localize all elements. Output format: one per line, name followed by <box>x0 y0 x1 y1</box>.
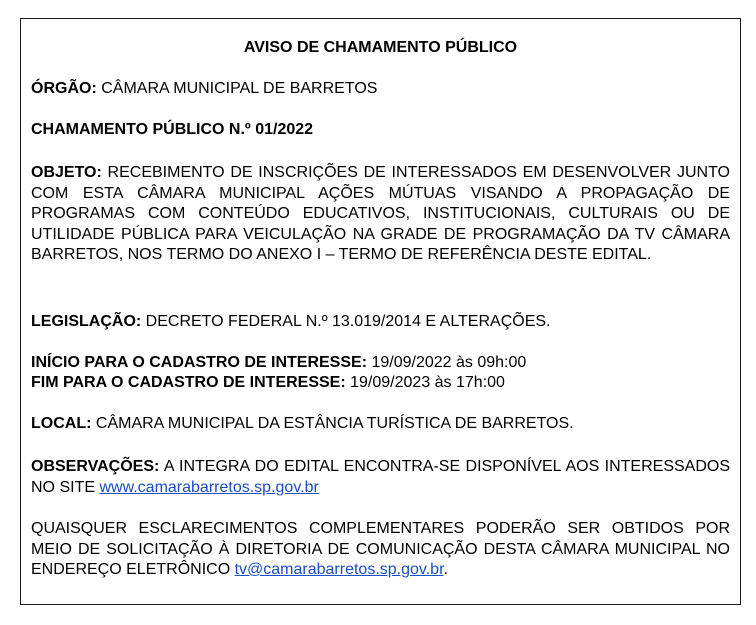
inicio-value: 19/09/2022 às 09h:00 <box>367 354 527 371</box>
local-line <box>31 414 730 435</box>
objeto-label: OBJETO: <box>31 164 102 181</box>
orgao-value: CÂMARA MUNICIPAL DE BARRETOS <box>96 80 378 97</box>
inicio-line <box>31 353 730 374</box>
legislacao-line <box>31 312 730 333</box>
objeto-value: RECEBIMENTO DE INSCRIÇÕES DE INTERESSADOS EM DESENVOLVER JUNTO COM ESTA CÂMARA MUNICIPAL AÇÕES MÚTUAS VISANDO A PROPAGAÇÃO DE PROGRAMAS COM CONTEÚDO EDUCATIVOS, INSTITUCIONAIS, CULTURAIS OU DE UTILIDADE PÚBLICA PARA VEICULAÇÃO NA GRADE DE PROGRAMAÇÃO DA TV CÂMARA BARRETOS, NOS TERMO DO ANEXO I – TERMO DE REFERÊNCIA DESTE EDITAL. <box>31 164 730 263</box>
objeto-paragraph <box>31 163 730 266</box>
notice-title: AVISO DE CHAMAMENTO PÚBLICO <box>243 39 518 56</box>
observacoes-paragraph <box>31 457 730 498</box>
local-label: LOCAL: <box>31 415 92 432</box>
fim-label: FIM PARA O CADASTRO DE INTERESSE: <box>31 374 346 391</box>
inicio-label: INÍCIO PARA O CADASTRO DE INTERESSE: <box>31 354 368 371</box>
legislacao-label: LEGISLAÇÃO: <box>31 313 142 330</box>
chamamento-label: CHAMAMENTO PÚBLICO N.º 01/2022 <box>31 121 314 138</box>
site-link[interactable]: www.camarabarretos.sp.gov.br <box>99 478 319 496</box>
orgao-line <box>31 79 730 100</box>
notice-box <box>20 18 741 605</box>
orgao-label: ÓRGÃO: <box>31 80 97 97</box>
email-link[interactable]: tv@camarabarretos.sp.gov.br <box>234 561 444 578</box>
fim-value: 19/09/2023 às 17h:00 <box>345 374 505 391</box>
local-value: CÂMARA MUNICIPAL DA ESTÂNCIA TURÍSTICA DE BARRETOS. <box>91 415 574 432</box>
observacoes-label: OBSERVAÇÕES: <box>31 458 160 475</box>
esclarecimentos-end: . <box>443 561 448 578</box>
fim-line <box>31 373 730 394</box>
legislacao-value: DECRETO FEDERAL N.º 13.019/2014 E ALTERAÇÕES. <box>141 313 551 330</box>
esclarecimentos-text: QUAISQUER ESCLARECIMENTOS COMPLEMENTARES PODERÃO SER OBTIDOS POR MEIO DE SOLICITAÇÃO À DIRETORIA DE COMUNICAÇÃO DESTA CÂMARA MUNICIPAL NO ENDEREÇO ELETRÔNICO <box>31 520 730 578</box>
esclarecimentos-paragraph <box>31 519 730 581</box>
observacoes-value: A INTEGRA DO EDITAL ENCONTRA-SE DISPONÍVEL AOS INTERESSADOS NO SITE <box>31 458 730 496</box>
chamamento-line <box>31 120 730 141</box>
